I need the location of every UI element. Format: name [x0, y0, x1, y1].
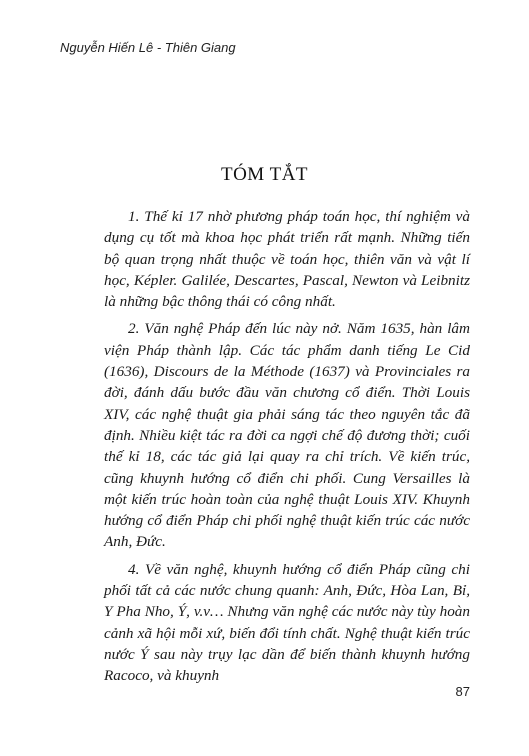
paragraph-3: 4. Về văn nghệ, khuynh hướng cổ điển Pháp cũng chi phối tất cả các nước chung quanh: Anh, Đức, Hòa Lan, Bỉ, Y Pha Nho, Ý, v.v… Nhưng văn nghệ các nước này tùy hoàn cảnh xã hội mỗi xứ, biến đổi tính chất. Nghệ thuật kiến trúc nước Ý sau này trụy lạc dần để biến thành khuynh hướng Racoco, và khuynh	[104, 560, 470, 685]
running-header: Nguyễn Hiến Lê - Thiên Giang	[60, 40, 236, 55]
paragraph-2: 2. Văn nghệ Pháp đến lúc này nở. Năm 1635, hàn lâm viện Pháp thành lập. Các tác phẩm danh tiếng Le Cid (1636), Discours de la Méthode (1637) và Provinciales ra đời, đánh dấu bước đầu văn chương cổ điển. Thời Louis XIV, các nghệ thuật gia phải sáng tác theo nguyên tắc đã định. Nhiều kiệt tác ra đời ca ngợi chế độ đương thời; cuối thế kỉ 18, các tác giả lại quay ra chỉ trích. Về kiến trúc, cũng khuynh hướng cổ điển chi phối. Cung Versailles là một kiến trúc hoàn toàn của nghệ thuật Louis XIV. Khuynh hướng cổ điển Pháp chi phối nghệ thuật kiến trúc các nước Anh, Đức.	[104, 320, 470, 551]
paragraph-1: 1. Thế kỉ 17 nhờ phương pháp toán học, thí nghiệm và dụng cụ tốt mà khoa học phát triển rất mạnh. Những tiến bộ quan trọng nhất thuộc về toán học, thiên văn và vật lí học, Képler. Galilée, Descartes, Pascal, Newton và Leibnitz là những bậc thông thái có công nhất.	[104, 208, 470, 311]
page-number: 87	[455, 684, 470, 699]
body-text	[104, 206, 470, 693]
section-title: TÓM TẮT	[220, 164, 309, 185]
